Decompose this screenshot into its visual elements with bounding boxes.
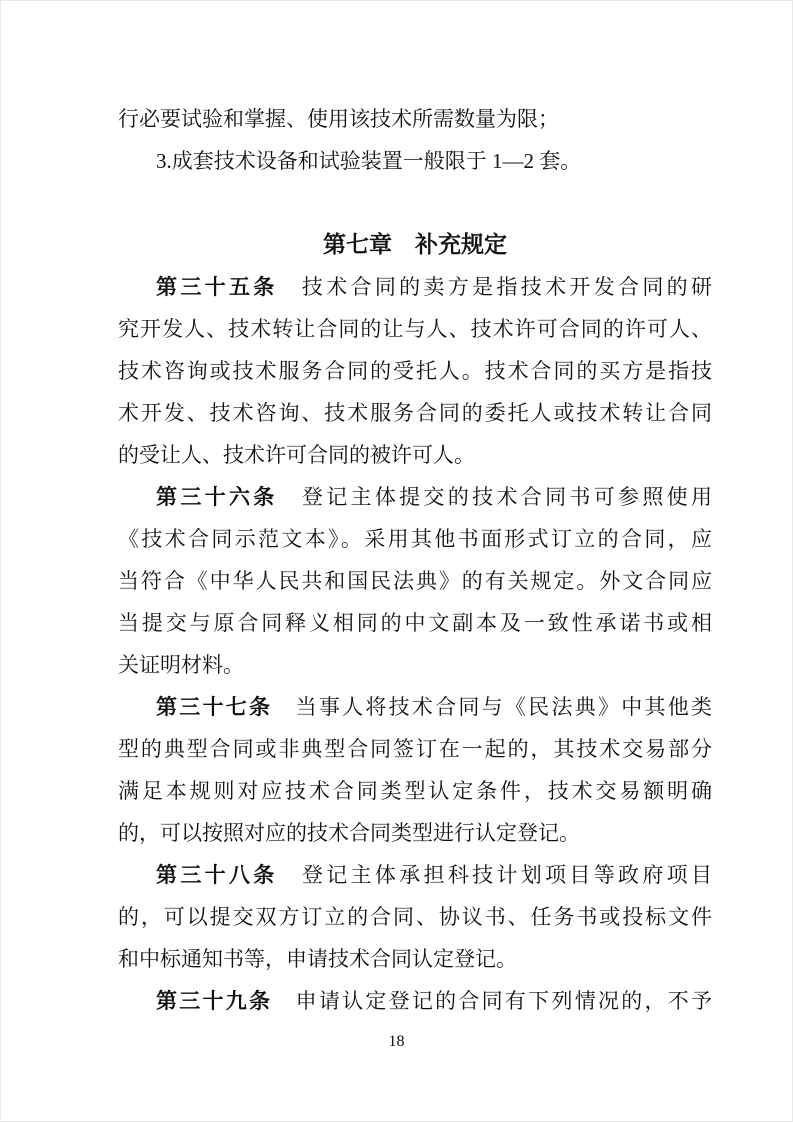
- text-line: [118, 896, 712, 938]
- article-number: 第三十五条: [156, 275, 278, 299]
- text-line: [118, 980, 712, 1022]
- text-line: [118, 308, 712, 350]
- line-text: 的受让人、技术许可合同的被许可人。: [118, 443, 475, 467]
- text-line: [118, 392, 712, 434]
- text-line: [118, 140, 712, 182]
- line-text: 技术合同的卖方是指技术开发合同的研: [277, 275, 713, 299]
- line-text: 行必要试验和掌握、使用该技术所需数量为限；: [118, 107, 559, 131]
- text-line: [118, 98, 712, 140]
- text-line: [118, 644, 712, 686]
- page-number: 18: [388, 1033, 405, 1050]
- line-text: 和中标通知书等，申请技术合同认定登记。: [118, 947, 517, 971]
- line-text: 型的典型合同或非典型合同签订在一起的，其技术交易部分: [118, 737, 712, 761]
- text-line: [118, 854, 712, 896]
- article-number: 第三十八条: [156, 863, 278, 887]
- text-line: [118, 938, 712, 980]
- text-line: [118, 476, 712, 518]
- line-text: 登记主体提交的技术合同书可参照使用: [277, 485, 713, 509]
- text-line: [118, 602, 712, 644]
- text-line: [118, 560, 712, 602]
- text-line: [118, 686, 712, 728]
- chapter-heading-text: 第七章 补充规定: [323, 232, 507, 257]
- line-text: 术开发、技术咨询、技术服务合同的委托人或技术转让合同: [118, 401, 712, 425]
- line-text: 《技术合同示范文本》。采用其他书面形式订立的合同，应: [118, 527, 712, 551]
- line-text: 的，可以提交双方订立的合同、协议书、任务书或投标文件: [118, 905, 712, 929]
- text-line: [118, 728, 712, 770]
- line-text: 关证明材料。: [118, 653, 244, 677]
- text-line: [118, 266, 712, 308]
- line-text: 满足本规则对应技术合同类型认定条件，技术交易额明确: [118, 779, 712, 803]
- text-line: [118, 350, 712, 392]
- text-line: [118, 434, 712, 476]
- article-number: 第三十七条: [156, 695, 273, 719]
- line-text: 究开发人、技术转让合同的让与人、技术许可合同的许可人、: [118, 317, 712, 341]
- text-line: [118, 518, 712, 560]
- blank-line: [118, 182, 712, 224]
- line-text: 登记主体承担科技计划项目等政府项目: [277, 863, 713, 887]
- line-text: 当提交与原合同释义相同的中文副本及一致性承诺书或相: [118, 611, 712, 635]
- line-text: 3.成套技术设备和试验装置一般限于 1—2 套。: [156, 149, 582, 173]
- line-text: 申请认定登记的合同有下列情况的，不予: [272, 989, 713, 1013]
- line-text: 当事人将技术合同与《民法典》中其他类: [272, 695, 713, 719]
- text-line: [118, 770, 712, 812]
- document-body: [118, 98, 712, 1022]
- line-text: 技术咨询或技术服务合同的受托人。技术合同的买方是指技: [118, 359, 712, 383]
- line-text: 的，可以按照对应的技术合同类型进行认定登记。: [118, 821, 580, 845]
- article-number: 第三十六条: [156, 485, 278, 509]
- chapter-heading: [118, 224, 712, 266]
- line-text: 当符合《中华人民共和国民法典》的有关规定。外文合同应: [118, 569, 712, 593]
- article-number: 第三十九条: [156, 989, 273, 1013]
- text-line: [118, 812, 712, 854]
